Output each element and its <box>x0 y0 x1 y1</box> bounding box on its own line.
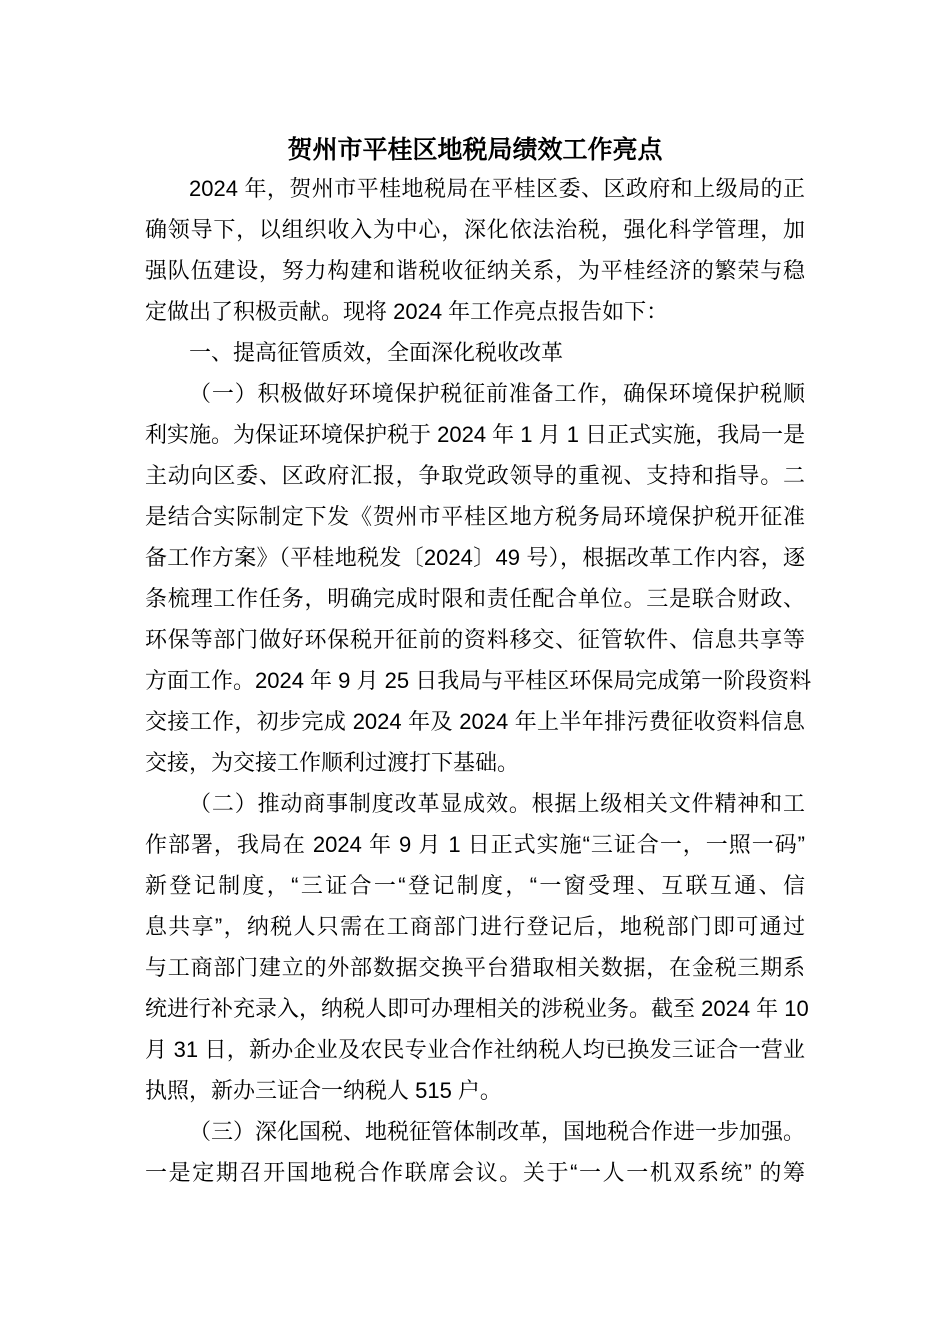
paragraph-line: 交接工作，初步完成 2024 年及 2024 年上半年排污费征收资料信息 <box>145 709 805 734</box>
paragraph-line: （二）推动商事制度改革显成效。根据上级相关文件精神和工 <box>189 791 805 816</box>
paragraph-line: 执照，新办三证合一纳税人 515 户。 <box>145 1078 502 1103</box>
paragraph-line: 定做出了积极贡献。现将 2024 年工作亮点报告如下： <box>145 299 669 324</box>
paragraph-line: 2024 年，贺州市平桂地税局在平桂区委、区政府和上级局的正 <box>189 176 805 201</box>
paragraph-line: 与工商部门建立的外部数据交换平台猎取相关数据，在金税三期系 <box>145 955 805 980</box>
paragraph-line: 交接，为交接工作顺利过渡打下基础。 <box>145 750 520 775</box>
paragraph-line: 统进行补充录入，纳税人即可办理相关的涉税业务。截至 2024 年 10 <box>145 996 809 1021</box>
section-heading-line: 一、提高征管质效，全面深化税收改革 <box>189 340 564 365</box>
subsection-3-paragraph <box>145 1111 805 1193</box>
paragraph-line: 月 31 日，新办企业及农民专业合作社纳税人均已换发三证合一营业 <box>145 1037 805 1062</box>
section-heading <box>145 332 805 373</box>
document-body <box>145 168 812 1193</box>
document-title: 贺州市平桂区地税局绩效工作亮点 <box>287 136 663 164</box>
paragraph-line: 方面工作。2024 年 9 月 25 日我局与平桂区环保局完成第一阶段资料 <box>145 668 812 693</box>
intro-paragraph <box>145 168 805 332</box>
paragraph-line: （一）积极做好环境保护税征前准备工作，确保环境保护税顺 <box>189 381 805 406</box>
paragraph-line: 环保等部门做好环保税开征前的资料移交、征管软件、信息共享等 <box>145 627 805 652</box>
paragraph-line: 确领导下，以组织收入为中心，深化依法治税，强化科学管理，加 <box>145 217 805 242</box>
paragraph-line: 条梳理工作任务，明确完成时限和责任配合单位。三是联合财政、 <box>145 586 805 611</box>
paragraph-line: 主动向区委、区政府汇报，争取党政领导的重视、支持和指导。二 <box>145 463 805 488</box>
subsection-2-paragraph <box>145 783 809 1111</box>
paragraph-line: 利实施。为保证环境保护税于 2024 年 1 月 1 日正式实施，我局一是 <box>145 422 806 447</box>
subsection-1-paragraph <box>145 373 812 783</box>
paragraph-line: 强队伍建设，努力构建和谐税收征纳关系，为平桂经济的繁荣与稳 <box>145 258 805 283</box>
paragraph-line: 备工作方案》（平桂地税发〔2024〕49 号），根据改革工作内容，逐 <box>145 545 805 570</box>
paragraph-line: 息共享”，纳税人只需在工商部门进行登记后，地税部门即可通过 <box>145 914 805 939</box>
paragraph-line: 一是定期召开国地税合作联席会议。关于“一人一机双系统” 的筹 <box>145 1160 805 1185</box>
paragraph-line: 作部署，我局在 2024 年 9 月 1 日正式实施“三证合一，一照一码” <box>145 832 805 857</box>
paragraph-line: （三）深化国税、地税征管体制改革，国地税合作进一步加强。 <box>189 1119 806 1144</box>
paragraph-line: 是结合实际制定下发《贺州市平桂区地方税务局环境保护税开征准 <box>145 504 805 529</box>
paragraph-line: 新登记制度，“三证合一“登记制度，“一窗受理、互联互通、信 <box>145 873 805 898</box>
